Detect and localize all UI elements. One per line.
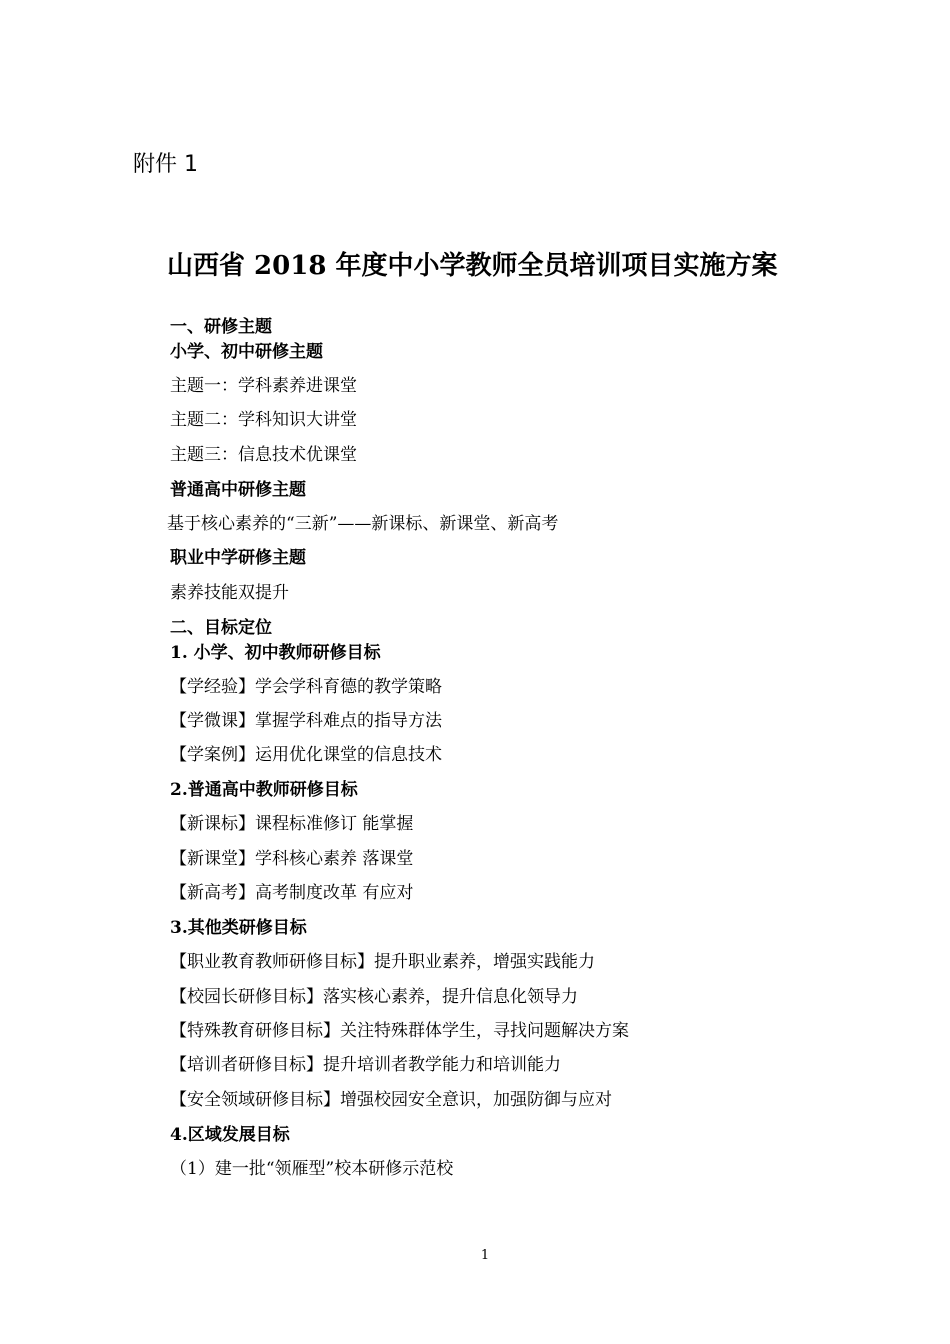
- goal-item-vocational: 【职业教育教师研修目标】提升职业素养，增强实践能力: [170, 952, 595, 972]
- goal-item-new-classroom: 【新课堂】学科核心素养 落课堂: [170, 849, 414, 869]
- regional-goal-item-1: （1）建一批“领雁型”校本研修示范校: [170, 1159, 454, 1179]
- subheading-regional-goals: 4.区域发展目标: [170, 1125, 290, 1145]
- goal-item-case: 【学案例】运用优化课堂的信息技术: [170, 745, 442, 765]
- goal-item-special-education: 【特殊教育研修目标】关注特殊群体学生，寻找问题解决方案: [170, 1021, 629, 1041]
- page-number: 1: [480, 1248, 490, 1263]
- subheading-senior-high-goals: 2.普通高中教师研修目标: [170, 780, 358, 800]
- goal-item-microlesson: 【学微课】掌握学科难点的指导方法: [170, 711, 442, 731]
- subheading-senior-high-theme: 普通高中研修主题: [170, 480, 306, 500]
- theme-item-2: 主题二：学科知识大讲堂: [170, 410, 357, 430]
- goal-item-new-exam: 【新高考】高考制度改革 有应对: [170, 883, 414, 903]
- goal-item-experience: 【学经验】学会学科育德的教学策略: [170, 677, 442, 697]
- goal-item-new-standard: 【新课标】课程标准修订 能掌握: [170, 814, 414, 834]
- attachment-label: 附件 1: [133, 152, 198, 177]
- subheading-primary-junior-theme: 小学、初中研修主题: [170, 342, 323, 362]
- subheading-other-goals: 3.其他类研修目标: [170, 918, 307, 938]
- subheading-primary-junior-goals: 1. 小学、初中教师研修目标: [170, 643, 381, 663]
- vocational-theme-text: 素养技能双提升: [170, 583, 289, 603]
- goal-item-trainer: 【培训者研修目标】提升培训者教学能力和培训能力: [170, 1055, 561, 1075]
- section-heading-goals: 二、目标定位: [170, 618, 272, 638]
- theme-item-3: 主题三：信息技术优课堂: [170, 445, 357, 465]
- goal-item-principal: 【校园长研修目标】落实核心素养，提升信息化领导力: [170, 987, 578, 1007]
- goal-item-safety: 【安全领域研修目标】增强校园安全意识，加强防御与应对: [170, 1090, 612, 1110]
- subheading-vocational-theme: 职业中学研修主题: [170, 548, 306, 568]
- theme-item-1: 主题一：学科素养进课堂: [170, 376, 357, 396]
- section-heading-research-theme: 一、研修主题: [170, 317, 272, 337]
- document-title: 山西省 2018 年度中小学教师全员培训项目实施方案: [167, 251, 778, 281]
- senior-high-theme-text: 基于核心素养的“三新”——新课标、新课堂、新高考: [167, 514, 559, 534]
